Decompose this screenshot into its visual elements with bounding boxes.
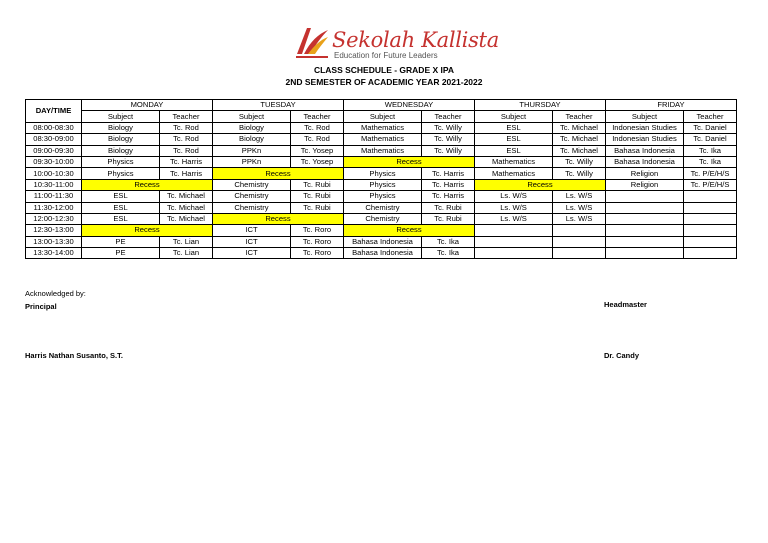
empty-cell xyxy=(684,191,737,202)
subject-header: Subject xyxy=(344,111,422,122)
day-header: THURSDAY xyxy=(475,100,606,111)
day-header-row xyxy=(26,100,737,111)
teacher-cell: Tc. Daniel xyxy=(684,134,737,145)
table-row xyxy=(26,134,737,145)
logo-mark-icon xyxy=(294,24,330,60)
teacher-cell: Tc. Harris xyxy=(422,179,475,190)
subject-cell: Mathematics xyxy=(344,122,422,133)
teacher-cell: Tc. Willy xyxy=(422,145,475,156)
subject-cell: PPKn xyxy=(213,156,291,167)
teacher-cell: Tc. Rod xyxy=(291,122,344,133)
teacher-cell: Tc. Harris xyxy=(422,191,475,202)
teacher-header: Teacher xyxy=(553,111,606,122)
principal-name: Harris Nathan Susanto, S.T. xyxy=(25,351,123,360)
day-header: TUESDAY xyxy=(213,100,344,111)
subject-cell: Ls. W/S xyxy=(475,191,553,202)
subject-cell: Physics xyxy=(344,179,422,190)
acknowledged-label: Acknowledged by: xyxy=(25,289,86,298)
table-row xyxy=(26,213,737,224)
subject-cell: Chemistry xyxy=(213,179,291,190)
teacher-cell: Tc. P/E/H/S xyxy=(684,179,737,190)
teacher-cell: Tc. Michael xyxy=(160,202,213,213)
subject-cell: Biology xyxy=(82,145,160,156)
time-slot: 13:30-14:00 xyxy=(26,248,82,259)
teacher-cell: Tc. Michael xyxy=(553,134,606,145)
teacher-cell: Tc. Roro xyxy=(291,248,344,259)
subject-cell: Chemistry xyxy=(344,202,422,213)
teacher-header: Teacher xyxy=(160,111,213,122)
teacher-cell: Tc. Rod xyxy=(160,145,213,156)
table-row xyxy=(26,202,737,213)
subject-cell: Mathematics xyxy=(475,168,553,179)
headmaster-name: Dr. Candy xyxy=(604,351,640,360)
subject-cell: Biology xyxy=(82,122,160,133)
subject-header: Subject xyxy=(213,111,291,122)
subject-cell: Bahasa Indonesia xyxy=(606,156,684,167)
logo-tagline: Education for Future Leaders xyxy=(334,51,438,60)
time-slot: 10:00-10:30 xyxy=(26,168,82,179)
subject-cell: ESL xyxy=(475,134,553,145)
table-row xyxy=(26,145,737,156)
subject-cell: Chemistry xyxy=(344,213,422,224)
recess-cell: Recess xyxy=(82,225,213,236)
daytime-header: DAY/TIME xyxy=(26,100,82,123)
teacher-cell: Tc. Harris xyxy=(160,156,213,167)
teacher-cell: Tc. Roro xyxy=(291,225,344,236)
empty-cell xyxy=(606,236,684,247)
table-row xyxy=(26,122,737,133)
teacher-cell: Tc. P/E/H/S xyxy=(684,168,737,179)
subject-cell: Indonesian Studies xyxy=(606,134,684,145)
subject-cell: Mathematics xyxy=(344,145,422,156)
subject-cell: ICT xyxy=(213,225,291,236)
subject-cell: Physics xyxy=(344,191,422,202)
teacher-cell: Tc. Lian xyxy=(160,248,213,259)
recess-cell: Recess xyxy=(344,225,475,236)
subject-cell: Religion xyxy=(606,168,684,179)
subject-cell: ICT xyxy=(213,236,291,247)
empty-cell xyxy=(475,248,553,259)
subject-cell: Physics xyxy=(82,156,160,167)
subject-cell: PPKn xyxy=(213,145,291,156)
time-slot: 08:30-09:00 xyxy=(26,134,82,145)
page-title: CLASS SCHEDULE - GRADE X IPA xyxy=(313,65,455,75)
subject-cell: Biology xyxy=(213,134,291,145)
recess-cell: Recess xyxy=(475,179,606,190)
table-row xyxy=(26,225,737,236)
teacher-header: Teacher xyxy=(684,111,737,122)
empty-cell xyxy=(684,225,737,236)
teacher-cell: Tc. Rubi xyxy=(291,202,344,213)
empty-cell xyxy=(684,213,737,224)
time-slot: 13:00-13:30 xyxy=(26,236,82,247)
time-slot: 12:00-12:30 xyxy=(26,213,82,224)
subject-cell: ESL xyxy=(475,145,553,156)
teacher-cell: Ls. W/S xyxy=(553,202,606,213)
subject-cell: Mathematics xyxy=(475,156,553,167)
schedule-table xyxy=(25,99,737,259)
subject-cell: ICT xyxy=(213,248,291,259)
logo-name: Sekolah Kallista xyxy=(332,28,499,52)
teacher-cell: Tc. Willy xyxy=(422,134,475,145)
empty-cell xyxy=(606,213,684,224)
empty-cell xyxy=(475,225,553,236)
teacher-cell: Tc. Willy xyxy=(553,168,606,179)
empty-cell xyxy=(606,191,684,202)
day-header: FRIDAY xyxy=(606,100,737,111)
headmaster-label: Headmaster xyxy=(604,300,647,309)
empty-cell xyxy=(606,202,684,213)
day-header: WEDNESDAY xyxy=(344,100,475,111)
principal-label: Principal xyxy=(25,302,57,311)
subject-cell: ESL xyxy=(82,202,160,213)
column-header-row xyxy=(26,111,737,122)
teacher-cell: Ls. W/S xyxy=(553,191,606,202)
time-slot: 11:00-11:30 xyxy=(26,191,82,202)
table-row xyxy=(26,179,737,190)
subject-cell: ESL xyxy=(475,122,553,133)
teacher-cell: Ls. W/S xyxy=(553,213,606,224)
day-header: MONDAY xyxy=(82,100,213,111)
teacher-cell: Tc. Rubi xyxy=(291,191,344,202)
teacher-cell: Tc. Lian xyxy=(160,236,213,247)
subject-header: Subject xyxy=(82,111,160,122)
table-row xyxy=(26,168,737,179)
subject-cell: Chemistry xyxy=(213,202,291,213)
recess-cell: Recess xyxy=(213,213,344,224)
teacher-cell: Tc. Yosep xyxy=(291,156,344,167)
table-row xyxy=(26,236,737,247)
subject-cell: Ls. W/S xyxy=(475,213,553,224)
page-subtitle: 2ND SEMESTER OF ACADEMIC YEAR 2021-2022 xyxy=(285,77,483,87)
teacher-cell: Tc. Daniel xyxy=(684,122,737,133)
teacher-header: Teacher xyxy=(422,111,475,122)
teacher-cell: Tc. Michael xyxy=(160,213,213,224)
subject-cell: Indonesian Studies xyxy=(606,122,684,133)
subject-cell: Physics xyxy=(344,168,422,179)
subject-cell: Bahasa Indonesia xyxy=(344,236,422,247)
subject-cell: ESL xyxy=(82,191,160,202)
subject-cell: Religion xyxy=(606,179,684,190)
subject-cell: PE xyxy=(82,236,160,247)
teacher-cell: Tc. Michael xyxy=(553,145,606,156)
recess-cell: Recess xyxy=(213,168,344,179)
teacher-cell: Tc. Michael xyxy=(160,191,213,202)
teacher-cell: Tc. Rod xyxy=(160,122,213,133)
time-slot: 11:30-12:00 xyxy=(26,202,82,213)
subject-cell: Physics xyxy=(82,168,160,179)
teacher-cell: Tc. Yosep xyxy=(291,145,344,156)
teacher-header: Teacher xyxy=(291,111,344,122)
empty-cell xyxy=(684,202,737,213)
teacher-cell: Tc. Willy xyxy=(553,156,606,167)
subject-cell: Biology xyxy=(82,134,160,145)
time-slot: 08:00-08:30 xyxy=(26,122,82,133)
teacher-cell: Tc. Ika xyxy=(684,156,737,167)
school-logo xyxy=(294,24,499,64)
table-row xyxy=(26,191,737,202)
teacher-cell: Tc. Rubi xyxy=(422,213,475,224)
empty-cell xyxy=(475,236,553,247)
schedule-body xyxy=(26,122,737,259)
teacher-cell: Tc. Rubi xyxy=(422,202,475,213)
time-slot: 10:30-11:00 xyxy=(26,179,82,190)
subject-cell: PE xyxy=(82,248,160,259)
recess-cell: Recess xyxy=(344,156,475,167)
teacher-cell: Tc. Willy xyxy=(422,122,475,133)
empty-cell xyxy=(606,225,684,236)
teacher-cell: Tc. Roro xyxy=(291,236,344,247)
subject-header: Subject xyxy=(606,111,684,122)
subject-cell: Bahasa Indonesia xyxy=(606,145,684,156)
empty-cell xyxy=(684,248,737,259)
teacher-cell: Tc. Harris xyxy=(160,168,213,179)
subject-cell: ESL xyxy=(82,213,160,224)
empty-cell xyxy=(684,236,737,247)
teacher-cell: Tc. Rod xyxy=(160,134,213,145)
time-slot: 09:00-09:30 xyxy=(26,145,82,156)
empty-cell xyxy=(553,236,606,247)
teacher-cell: Tc. Ika xyxy=(422,248,475,259)
teacher-cell: Tc. Rubi xyxy=(291,179,344,190)
subject-cell: Chemistry xyxy=(213,191,291,202)
recess-cell: Recess xyxy=(82,179,213,190)
teacher-cell: Tc. Ika xyxy=(422,236,475,247)
empty-cell xyxy=(553,248,606,259)
subject-cell: Ls. W/S xyxy=(475,202,553,213)
time-slot: 09:30-10:00 xyxy=(26,156,82,167)
table-row xyxy=(26,248,737,259)
teacher-cell: Tc. Michael xyxy=(553,122,606,133)
subject-cell: Bahasa Indonesia xyxy=(344,248,422,259)
teacher-cell: Tc. Rod xyxy=(291,134,344,145)
empty-cell xyxy=(606,248,684,259)
table-row xyxy=(26,156,737,167)
subject-cell: Biology xyxy=(213,122,291,133)
subject-cell: Mathematics xyxy=(344,134,422,145)
teacher-cell: Tc. Harris xyxy=(422,168,475,179)
teacher-cell: Tc. Ika xyxy=(684,145,737,156)
empty-cell xyxy=(553,225,606,236)
subject-header: Subject xyxy=(475,111,553,122)
time-slot: 12:30-13:00 xyxy=(26,225,82,236)
